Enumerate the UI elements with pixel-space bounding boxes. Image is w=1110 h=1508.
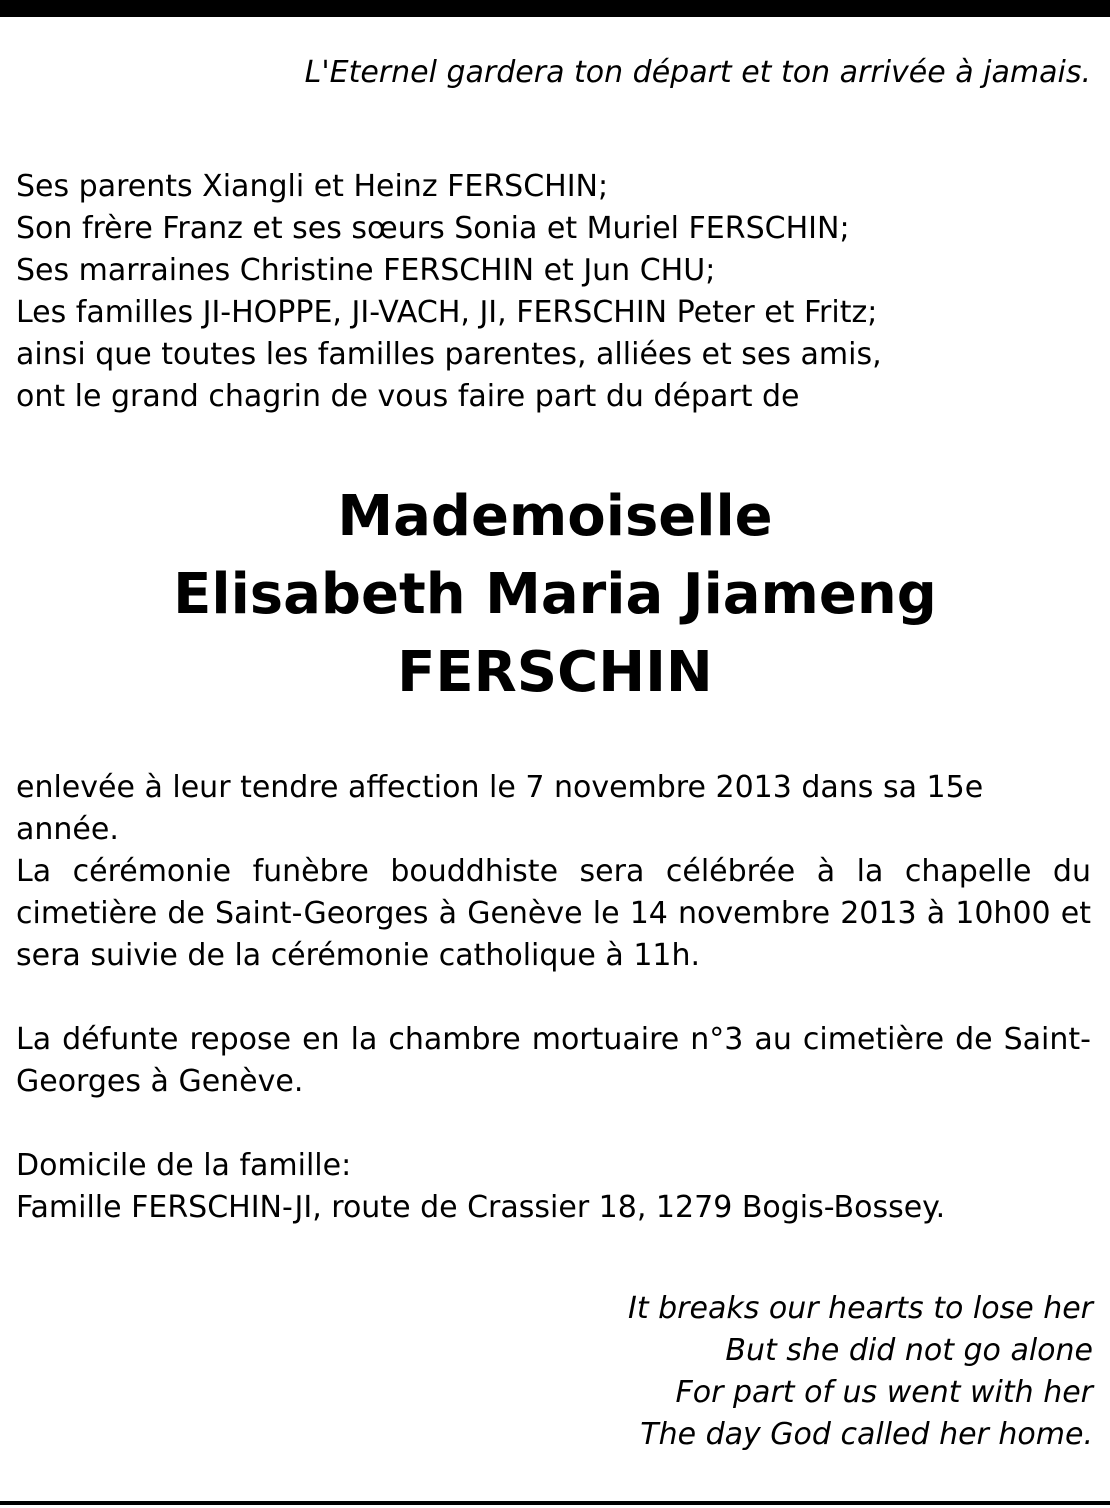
ceremony-paragraph: La cérémonie funèbre bouddhiste sera célébrée à la chapelle du cimetière de Saint-Georges à Genève le 14 novembre 2013 à 10h00 et sera suivie de la cérémonie catholique à 11h. — [16, 854, 1091, 973]
poem-line: The day God called her home. — [640, 1417, 1093, 1452]
deceased-given-names: Elisabeth Maria Jiameng — [173, 562, 937, 627]
repose-paragraph: La défunte repose en la chambre mortuaire n°3 au cimetière de Saint-Georges à Genève. — [16, 1022, 1091, 1099]
announcement-line: Ses marraines Christine FERSCHIN et Jun CHU; — [16, 253, 716, 288]
domicile-label: Domicile de la famille: — [16, 1148, 352, 1183]
poem-line: It breaks our hearts to lose her — [627, 1291, 1093, 1326]
epigraph-verse: L'Eternel gardera ton départ et ton arrivée à jamais. — [304, 55, 1091, 90]
poem-line: For part of us went with her — [675, 1375, 1093, 1410]
deceased-name-block — [0, 478, 1110, 712]
deceased-surname: FERSCHIN — [397, 640, 713, 705]
poem-line: But she did not go alone — [725, 1333, 1093, 1368]
domicile-address: Famille FERSCHIN-JI, route de Crassier 18, 1279 Bogis-Bossey. — [16, 1190, 946, 1225]
closing-poem — [16, 1288, 1093, 1456]
top-border-rule — [0, 0, 1110, 17]
announcement-line: ainsi que toutes les familles parentes, alliées et ses amis, — [16, 337, 882, 372]
announcement-line: Les familles JI-HOPPE, JI-VACH, JI, FERSCHIN Peter et Fritz; — [16, 295, 878, 330]
announcement-line: Son frère Franz et ses sœurs Sonia et Muriel FERSCHIN; — [16, 211, 850, 246]
bottom-border-rule — [0, 1501, 1110, 1505]
deceased-title: Mademoiselle — [337, 484, 773, 549]
domicile-block — [16, 1145, 1091, 1229]
announcement-line: Ses parents Xiangli et Heinz FERSCHIN; — [16, 169, 609, 204]
family-announcement — [16, 166, 1091, 418]
passing-statement: enlevée à leur tendre affection le 7 novembre 2013 dans sa 15e année. — [16, 770, 984, 847]
announcement-line: ont le grand chagrin de vous faire part du départ de — [16, 379, 800, 414]
